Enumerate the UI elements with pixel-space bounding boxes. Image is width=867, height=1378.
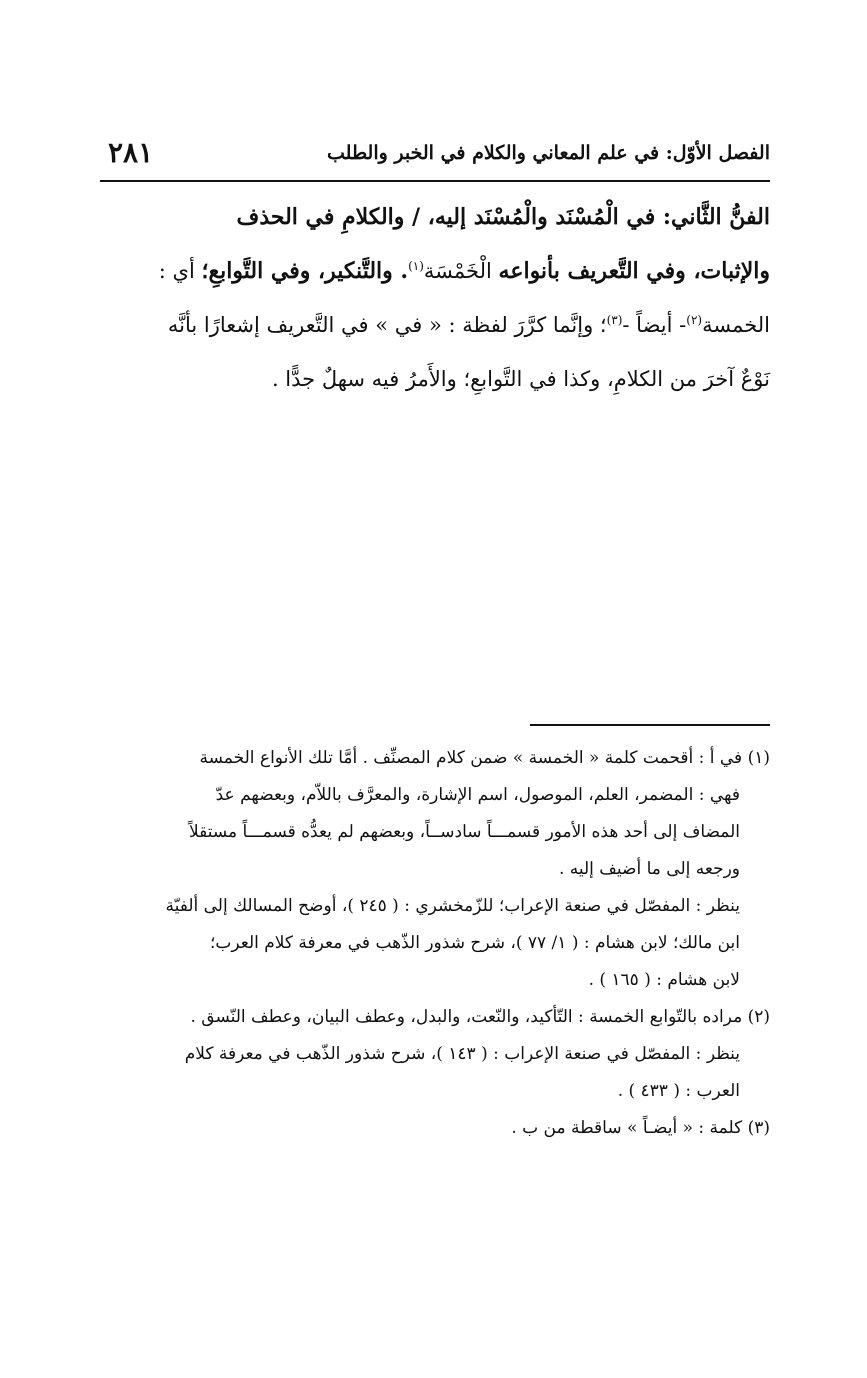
- main-line-3-a: الخمسة: [702, 313, 770, 337]
- footnote-2: [100, 999, 770, 1110]
- footnotes: [100, 740, 770, 1147]
- footnote-line: ابن مالك؛ لابن هشام : ( ١/ ٧٧ )، شرح شذور الذّهب في معرفة كلام العرب؛: [209, 933, 740, 953]
- main-line-2-normal: الْخَمْسَة: [423, 259, 499, 283]
- main-line-2-bold-a: والإثبات، وفي التَّعريف بأنواعه: [498, 258, 770, 284]
- main-line-2-tail: أي :: [158, 259, 202, 283]
- main-line-3-b: - أيضاً -: [622, 313, 687, 337]
- main-line-1: [100, 190, 770, 244]
- footnote-3: [100, 1110, 770, 1147]
- footnote-line: لابن هشام : ( ١٦٥ ) .: [588, 970, 740, 990]
- footnote-line: (٣) كلمة : « أيضـاً » ساقطة من ب .: [511, 1118, 770, 1138]
- main-line-4: [100, 352, 770, 406]
- footnote-line: ينظر : المفصّل في صنعة الإعراب؛ للزّمخشري : ( ٢٤٥ )، أوضح المسالك إلى ألفيّة: [165, 896, 740, 916]
- footnote-1: [100, 740, 770, 999]
- page-header: [100, 138, 770, 182]
- main-line-3: [100, 298, 770, 352]
- footnote-line: العرب : ( ٤٣٣ ) .: [617, 1081, 740, 1101]
- footnote-line: المضاف إلى أحد هذه الأمور قسمـــاً سادســاً، وبعضهم لم يعدُّه قسمـــاً مستقلاً: [188, 822, 740, 842]
- footnote-line: (١) في أ : أقحمت كلمة « الخمسة » ضمن كلام المصنِّف . أمَّا تلك الأنواع الخمسة: [199, 748, 770, 768]
- footnote-line: (٢) مراده بالتّوابع الخمسة : التّأكيد، والنّعت، والبدل، وعطف البيان، وعطف النّسق .: [190, 1007, 770, 1027]
- footnote-line: ورجعه إلى ما أضيف إليه .: [558, 859, 740, 879]
- footnote-ref-3: (٣): [606, 313, 623, 327]
- footnote-ref-2: (٢): [686, 313, 703, 327]
- footnote-separator: [530, 724, 770, 726]
- page-number: ٢٨١: [108, 136, 154, 169]
- footnote-ref-1: (١): [408, 259, 424, 273]
- main-line-1-text: الفنُّ الثَّاني: في الْمُسْنَد والْمُسْنَد إليه، / والكلامِ في الحذف: [236, 204, 770, 230]
- main-line-3-c: ؛ وإنَّما كرَّرَ لفظة : « في » في التَّعريف إشعارًا بأنَّه: [167, 313, 607, 337]
- main-line-2-bold-b: . والتَّنكير، وفي التَّوابعِ؛: [201, 258, 409, 284]
- main-line-2: [100, 244, 770, 298]
- main-line-4-text: نَوْعٌ آخرَ من الكلامِ، وكذا في التَّوابعِ؛ والأَمرُ فيه سهلٌ جدًّا .: [271, 367, 770, 391]
- footnote-line: ينظر : المفصّل في صنعة الإعراب : ( ١٤٣ )، شرح شذور الذّهب في معرفة كلام: [184, 1044, 740, 1064]
- main-text: [100, 190, 770, 406]
- running-header-title: الفصل الأوّل: في علم المعاني والكلام في الخبر والطلب: [327, 142, 770, 164]
- footnote-line: فهي : المضمر، العلم، الموصول، اسم الإشارة، والمعرَّف باللاّم، وبعضهم عدّ: [215, 785, 740, 805]
